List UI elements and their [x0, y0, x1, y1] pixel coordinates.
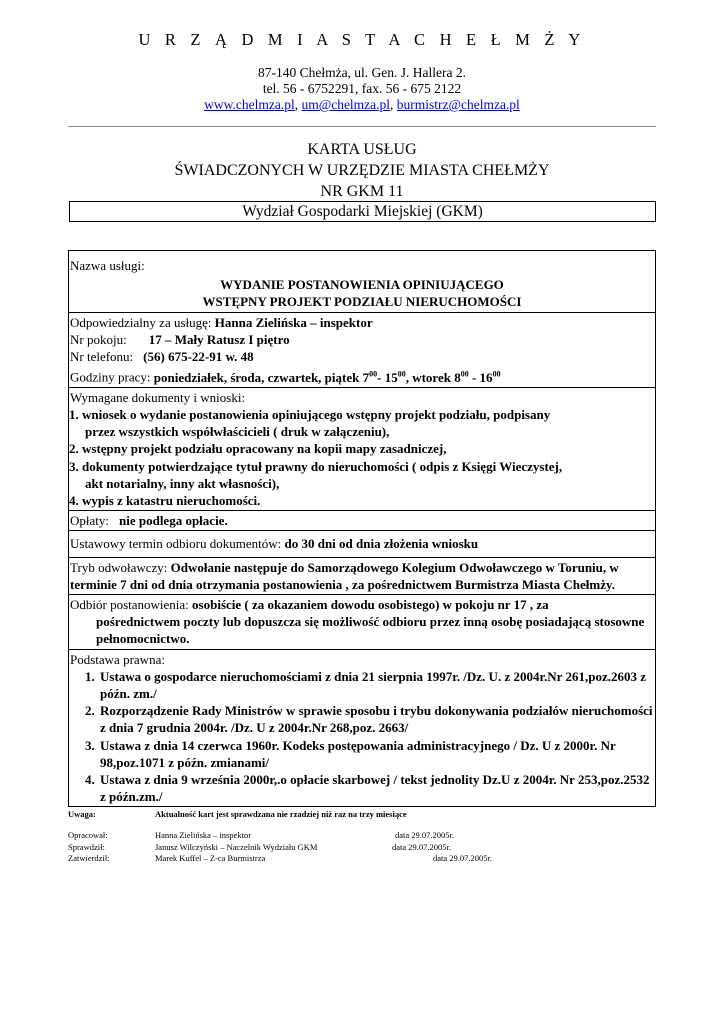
pickup-label: Odbiór postanowienia:: [70, 596, 193, 612]
room-value: 17 – Mały Ratusz I piętro: [148, 331, 290, 347]
legal-list: [70, 668, 654, 806]
card-subtitle: ŚWIADCZONYCH W URZĘDZIE MIASTA CHEŁMŻY: [174, 162, 550, 179]
legal-item: 3. Ustawa z dnia 14 czerwca 1960r. Kodeks postępowania administracyjnego / Dz. U z 2000r. Nr 98,poz.1071 z późn. zmianami/: [98, 737, 654, 771]
legal-label: Podstawa prawna:: [70, 651, 165, 667]
contact-section: [69, 313, 655, 388]
hours-text: poniedziałek, środa, czwartek, piątek 7: [153, 369, 370, 385]
document-item-1: 1. wniosek o wydanie postanowienia opiniującego wstępny projekt podziału, podpisany: [69, 406, 551, 422]
phone-value: (56) 675-22-91 w. 48: [143, 349, 254, 365]
card-title: KARTA USŁUG: [307, 141, 417, 158]
hours-value: [154, 370, 501, 385]
service-label: Nazwa usługi:: [70, 258, 145, 273]
deadline-label: Ustawowy termin odbioru dokumentów:: [70, 536, 285, 552]
service-name-line1: WYDANIE POSTANOWIENIA OPINIUJĄCEGO: [220, 277, 504, 293]
email-burmistrz-link[interactable]: burmistrz@chelmza.pl: [396, 97, 520, 112]
header-divider: [68, 126, 656, 127]
prepared-label: Opracował:: [68, 830, 108, 840]
hours-label: Godziny pracy:: [70, 369, 154, 385]
office-phone: tel. 56 - 6752291, fax. 56 - 675 2122: [262, 81, 462, 96]
office-address: 87-140 Chełmża, ul. Gen. J. Hallera 2.: [257, 65, 467, 80]
hours-text: , wtorek 8: [405, 369, 461, 385]
hours-row: [70, 365, 654, 386]
document-item-2: 2. wstępny projekt podziału opracowany na kopii mapy zasadniczej,: [69, 441, 447, 457]
phone-row: [70, 348, 654, 365]
room-label: Nr pokoju:: [70, 331, 127, 347]
service-table: [68, 250, 656, 807]
responsible-row: [70, 314, 654, 331]
legal-item: 1. Ustawa o gospodarce nieruchomościami z dnia 21 sierpnia 1997r. /Dz. U. z 2004r.Nr 261,poz.2603 z późn. zm./: [98, 668, 654, 702]
pickup-value: osobiście ( za okazaniem dowodu osobistego) w pokoju nr 17 , za: [192, 596, 549, 612]
document-item-1-cont: przez wszystkich współwłaścicieli ( druk w załączeniu),: [85, 424, 390, 440]
deadline-section: [69, 531, 655, 557]
link-separator: ,: [390, 97, 397, 112]
fees-label: Opłaty:: [70, 513, 109, 529]
pickup-value-cont: pośrednictwem poczty lub dopuszcza się możliwość odbioru przez inną osobę posiadającą stosowne pełnomocnictwo.: [96, 614, 645, 647]
pickup-section: [69, 595, 655, 650]
appeal-label: Tryb odwoławczy:: [70, 559, 171, 575]
card-number: NR GKM 11: [320, 183, 404, 200]
checked-date: data 29.07.2005r.: [392, 842, 452, 852]
phone-label: Nr telefonu:: [70, 349, 134, 365]
legal-item: 2. Rozporządzenie Rady Ministrów w sprawie sposobu i trybu dokonywania podziałów nieruchomości z dnia 7 grudnia 2004r. /Dz. U z 2004r.Nr 268,poz. 2663/: [98, 702, 654, 736]
appeal-section: [69, 558, 655, 595]
room-row: [70, 331, 654, 348]
checked-label: Sprawdził:: [68, 842, 105, 852]
pickup-row: [70, 596, 654, 613]
fees-section: [69, 511, 655, 531]
appeal-value: Odwołanie następuje do Samorządowego Kolegium Odwoławczego w Toruniu, w terminie 7 dni od dnia otrzymania postanowienia , za pośrednictwem Burmistrza Miasta Chełmży.: [70, 559, 619, 592]
approved-by: Marek Kuffel – Z-ca Burmistrza: [155, 853, 266, 863]
responsible-label: Odpowiedzialny za usługę:: [70, 314, 215, 330]
hours-sup: 00: [460, 369, 469, 379]
hours-sup: 00: [369, 369, 378, 379]
link-separator: ,: [294, 97, 302, 112]
department-box: Wydział Gospodarki Miejskiej (GKM): [69, 201, 656, 222]
approved-label: Zatwierdził:: [68, 853, 110, 863]
legal-item: 4. Ustawa z dnia 9 września 2000r,.o opłacie skarbowej / tekst jednolity Dz.U z 2004r. Nr 253,poz.2532 z późn.zm./: [98, 771, 654, 805]
hours-sup: 00: [397, 369, 406, 379]
office-links: [0, 97, 724, 113]
document-item-3: 3. dokumenty potwierdzające tytuł prawny do nieruchomości ( odpis z Księgi Wieczystej,: [69, 458, 563, 474]
document-item-3-cont: akt notarialny, inny akt własności),: [85, 475, 280, 491]
email-um-link[interactable]: um@chelmza.pl: [301, 97, 391, 112]
note-text: Aktualność kart jest sprawdzana nie rzadziej niż raz na trzy miesiące: [155, 809, 407, 819]
checked-by: Janusz Wilczyński – Naczelnik Wydziału GKM: [155, 842, 318, 852]
hours-sup: 00: [492, 369, 501, 379]
prepared-date: data 29.07.2005r.: [395, 830, 455, 840]
note-label: Uwaga:: [68, 809, 96, 819]
hours-text: - 16: [468, 369, 493, 385]
documents-label: Wymagane dokumenty i wnioski:: [70, 389, 246, 405]
legal-section: [69, 650, 655, 807]
hours-text: - 15: [377, 369, 398, 385]
fees-value: nie podlega opłacie.: [119, 513, 228, 529]
documents-section: [69, 388, 655, 511]
approved-date: data 29.07.2005r.: [433, 853, 493, 863]
prepared-by: Hanna Zielińska – inspektor: [155, 830, 252, 840]
service-name-section: [69, 251, 655, 313]
service-name-line2: WSTĘPNY PROJEKT PODZIAŁU NIERUCHOMOŚCI: [202, 294, 522, 310]
responsible-value: Hanna Zielińska – inspektor: [214, 314, 373, 330]
office-title: U R Z Ą D M I A S T A C H E Ł M Ż Y: [138, 30, 586, 49]
deadline-value: do 30 dni od dnia złożenia wniosku: [284, 536, 479, 552]
document-item-4: 4. wypis z katastru nieruchomości.: [69, 492, 261, 508]
website-link[interactable]: www.chelmza.pl: [204, 97, 295, 112]
